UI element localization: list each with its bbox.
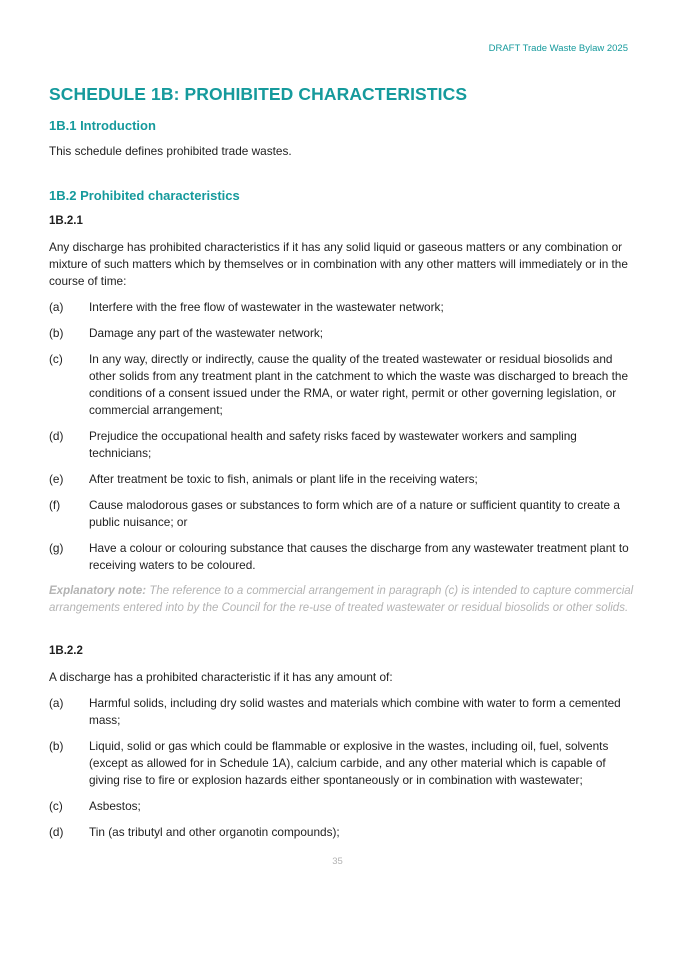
- list-item-label: (a): [49, 696, 64, 710]
- list-item-text: Prejudice the occupational health and safety risks faced by wastewater workers and sampling technicians;: [89, 429, 577, 460]
- list-item: [49, 325, 634, 342]
- list-item-label: (b): [49, 326, 64, 340]
- list-item-text: In any way, directly or indirectly, cause the quality of the treated wastewater or residual biosolids and other solids from any treatment plant in the catchment to which the waste was discharged to breach the conditions of a consent issued under the RMA, or water right, permit or other governing legislation, or commercial arrangement;: [89, 352, 629, 417]
- clause-number-1b-2-2: 1B.2.2: [49, 645, 83, 657]
- list-item-label: (e): [49, 472, 64, 486]
- list-item-label: (g): [49, 541, 64, 555]
- list-item-label: (b): [49, 739, 64, 753]
- list-item: [49, 540, 634, 574]
- list-item-text: Have a colour or colouring substance that causes the discharge from any wastewater treatment plant to receiving waters to be coloured.: [89, 541, 629, 572]
- list-item: [49, 798, 634, 815]
- list-item: [49, 738, 634, 789]
- list-item-label: (d): [49, 825, 64, 839]
- list-item-label: (d): [49, 429, 64, 443]
- list-item-text: Damage any part of the wastewater network;: [89, 326, 324, 340]
- list-item-text: Interfere with the free flow of wastewater in the wastewater network;: [89, 300, 444, 314]
- list-item: [49, 497, 634, 531]
- list-item-text: Cause malodorous gases or substances to form which are of a nature or sufficient quantity to create a public nuisance; or: [89, 498, 620, 529]
- list-item-text: Harmful solids, including dry solid wastes and materials which combine with water to form a cemented mass;: [89, 696, 621, 727]
- section-heading-introduction: 1B.1 Introduction: [49, 118, 156, 133]
- list-item-text: Liquid, solid or gas which could be flammable or explosive in the wastes, including oil, fuel, solvents (except as allowed for in Schedule 1A), calcium carbide, and any other material which is capable of giving rise to fire or explosion hazards either spontaneously or in combination with wastewater;: [89, 739, 609, 787]
- list-item-label: (c): [49, 352, 63, 366]
- clause-1b-2-1-intro: Any discharge has prohibited characteristics if it has any solid liquid or gaseous matters or any combination or mixture of such matters which by themselves or in combination with any other matters will immediately or in the course of time:: [49, 240, 628, 288]
- running-header: DRAFT Trade Waste Bylaw 2025: [488, 43, 628, 54]
- explanatory-note: [49, 583, 634, 617]
- list-item: [49, 299, 634, 316]
- list-item: [49, 428, 634, 462]
- page-number: 35: [332, 856, 343, 867]
- list-item: [49, 824, 634, 841]
- clause-1b-2-2-intro: A discharge has a prohibited characteristic if it has any amount of:: [49, 670, 393, 684]
- list-item-label: (a): [49, 300, 64, 314]
- explanatory-note-text: The reference to a commercial arrangement in paragraph (c) is intended to capture commercial arrangements entered into by the Council for the re-use of treated wastewater or residual biosolids or other solids.: [49, 585, 634, 614]
- clause-number-1b-2-1: 1B.2.1: [49, 215, 83, 227]
- list-item: [49, 695, 634, 729]
- list-item-text: Tin (as tributyl and other organotin compounds);: [89, 825, 340, 839]
- list-item-label: (f): [49, 498, 61, 512]
- section-heading-prohibited-characteristics: 1B.2 Prohibited characteristics: [49, 188, 240, 203]
- schedule-title: SCHEDULE 1B: PROHIBITED CHARACTERISTICS: [49, 84, 468, 104]
- explanatory-note-label: Explanatory note:: [49, 585, 147, 597]
- list-item: [49, 471, 634, 488]
- list-item-text: Asbestos;: [89, 799, 141, 813]
- list-item-text: After treatment be toxic to fish, animals or plant life in the receiving waters;: [89, 472, 478, 486]
- list-item-label: (c): [49, 799, 63, 813]
- list-item: [49, 351, 634, 419]
- introduction-text: This schedule defines prohibited trade wastes.: [49, 144, 292, 158]
